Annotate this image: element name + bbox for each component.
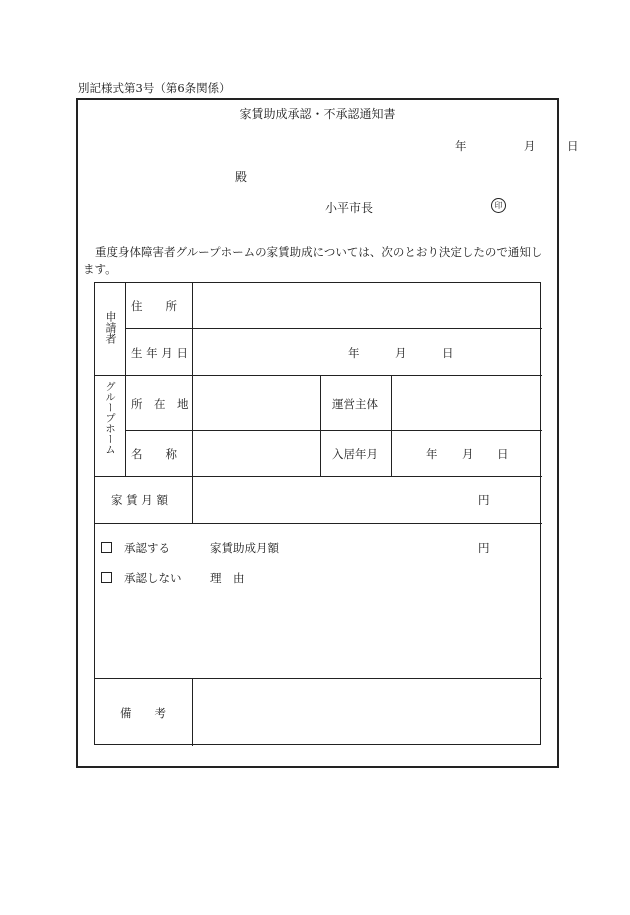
rent-unit: 円	[478, 493, 490, 507]
column-divider	[192, 678, 193, 746]
address-label: 住 所	[131, 299, 177, 313]
grouphome-header: グループホーム	[104, 381, 116, 455]
movein-label: 入居年月	[332, 447, 378, 461]
birth-year: 年	[348, 346, 360, 360]
approve-label: 承認する	[124, 541, 170, 555]
issue-date	[455, 138, 578, 154]
approve-checkbox[interactable]	[101, 542, 112, 553]
decision-table	[94, 282, 541, 745]
name-label: 名 称	[131, 447, 177, 461]
reject-checkbox[interactable]	[101, 572, 112, 583]
mayor-title: 小平市長	[325, 201, 374, 215]
operator-label: 運営主体	[332, 397, 378, 411]
birth-day: 日	[442, 346, 454, 360]
date-year: 年	[455, 139, 467, 153]
form-reference: 別記様式第3号（第6条関係）	[78, 81, 231, 95]
addressee-suffix: 殿	[235, 170, 248, 184]
subsidy-unit: 円	[478, 541, 490, 555]
reject-label: 承認しない	[124, 571, 182, 585]
birth-month: 月	[395, 346, 407, 360]
row-divider	[125, 328, 542, 329]
movein-day: 日	[497, 447, 509, 461]
column-divider	[320, 375, 321, 476]
row-divider	[95, 523, 542, 524]
notice-line-1: 重度身体障害者グループホームの家賃助成については、次のとおり決定したので通知し	[95, 245, 543, 259]
movein-month: 月	[462, 447, 474, 461]
subsidy-label: 家賃助成月額	[210, 541, 279, 555]
notice-text	[83, 244, 553, 278]
reason-label: 理 由	[210, 571, 245, 585]
reject-option[interactable]	[101, 570, 182, 586]
location-label: 所 在 地	[131, 397, 189, 411]
date-month: 月	[523, 139, 536, 153]
seal-mark: 印	[491, 198, 506, 213]
remarks-label: 備 考	[120, 706, 166, 720]
rent-label: 家 賃 月 額	[111, 493, 168, 507]
row-divider	[95, 375, 542, 376]
document-title: 家賃助成承認・不承認通知書	[239, 107, 396, 121]
approve-option[interactable]	[101, 540, 170, 556]
column-divider	[125, 283, 126, 476]
notice-line-2: ます。	[83, 262, 117, 276]
row-divider	[95, 476, 542, 477]
applicant-header: 申請者	[104, 311, 117, 344]
birthdate-label: 生 年 月 日	[131, 346, 188, 360]
column-divider	[391, 375, 392, 476]
row-divider	[125, 430, 542, 431]
column-divider	[192, 283, 193, 523]
date-day: 日	[566, 139, 579, 153]
movein-year: 年	[426, 447, 438, 461]
row-divider	[95, 678, 542, 679]
